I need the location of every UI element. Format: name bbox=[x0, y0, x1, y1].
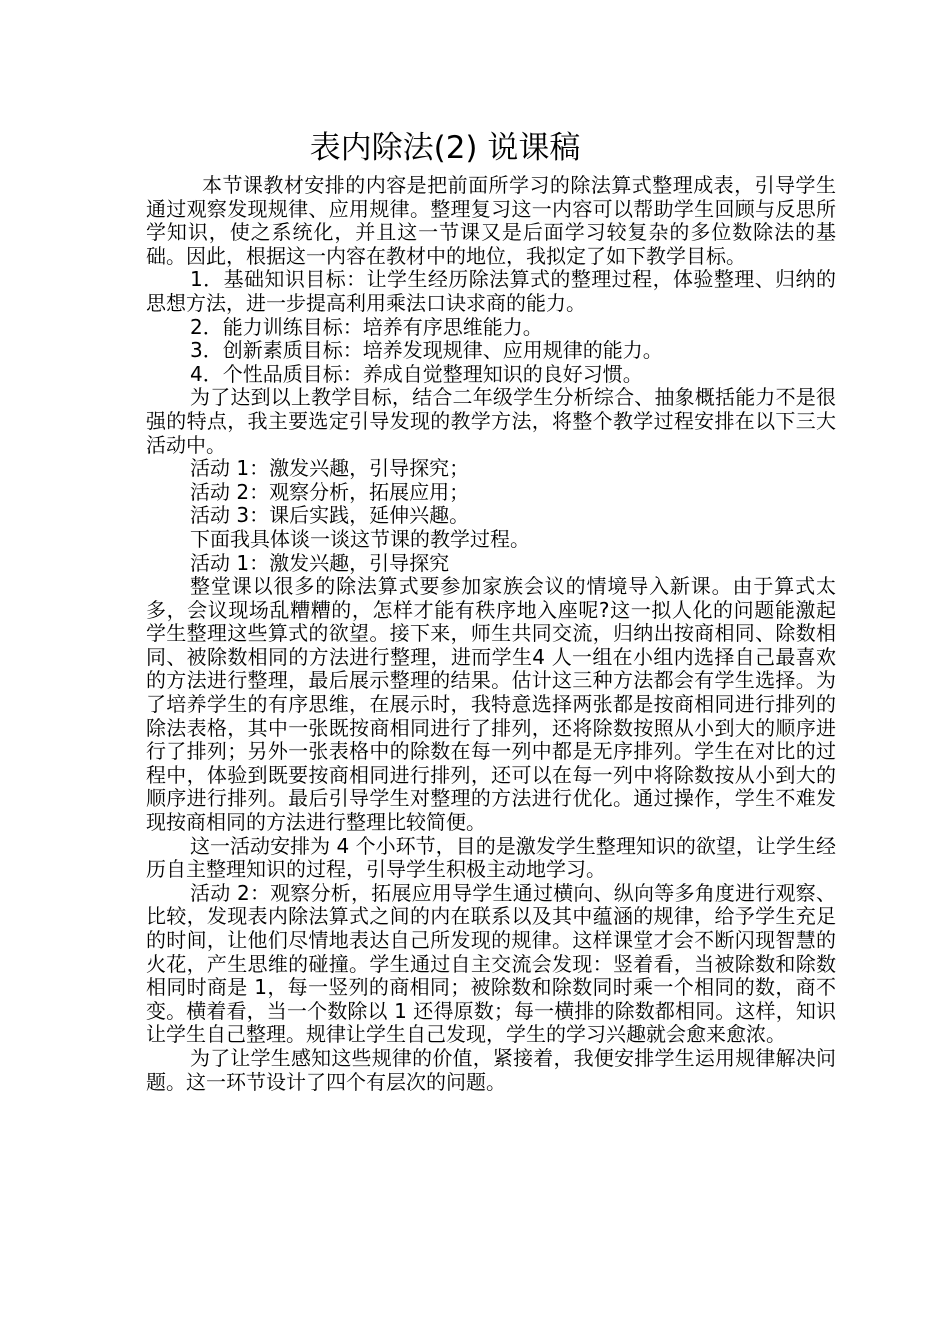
paragraph-method: 为了达到以上教学目标，结合二年级学生分析综合、抽象概括能力不是很强的特点，我主要选定引导发现的教学方法，将整个教学过程安排在以下三大活动中。 bbox=[146, 385, 836, 457]
document-body bbox=[146, 174, 836, 1094]
paragraph-goal-3: 3．创新素质目标：培养发现规律、应用规律的能力。 bbox=[190, 338, 663, 363]
document-title: 表内除法(2) 说课稿 bbox=[309, 130, 581, 166]
paragraph-intro: 本节课教材安排的内容是把前面所学习的除法算式整理成表，引导学生通过观察发现规律、应用规律。整理复习这一内容可以帮助学生回顾与反思所学知识，使之系统化，并且这一节课又是后面学习较复杂的多位数除法的基础。因此，根据这一内容在教材中的地位，我拟定了如下教学目标。 bbox=[146, 173, 836, 268]
paragraph-activity-1-summary: 这一活动安排为 4 个小环节，目的是激发学生整理知识的欲望，让学生经历自主整理知识的过程，引导学生积极主动地学习。 bbox=[146, 833, 836, 882]
paragraph-activity-1-body: 整堂课以很多的除法算式要参加家族会议的情境导入新课。由于算式太多，会议现场乱糟糟的，怎样才能有秩序地入座呢?这一拟人化的问题能激起学生整理这些算式的欲望。接下来，师生共同交流，归纳出按商相同、除数相同、被除数相同的方法进行整理，进而学生4 人一组在小组内选择自己最喜欢的方法进行整理，最后展示整理的结果。估计这三种方法都会有学生选择。为了培养学生的有序思维，在展示时，我特意选择两张都是按商相同进行排列的除法表格，其中一张既按商相同进行了排列，还将除数按照从小到大的顺序进行了排列；另外一张表格中的除数在每一列中都是无序排列。学生在对比的过程中，体验到既要按商相同进行排列，还可以在每一列中将除数按从小到大的顺序进行排列。最后引导学生对整理的方法进行优化。通过操作，学生不难发现按商相同的方法进行整理比较简便。 bbox=[146, 574, 836, 835]
paragraph-goal-2: 2．能力训练目标：培养有序思维能力。 bbox=[190, 314, 543, 339]
paragraph-activity-1-list: 活动 1：激发兴趣，引导探究； bbox=[190, 456, 470, 481]
paragraph-closing: 为了让学生感知这些规律的价值，紧接着，我便安排学生运用规律解决问题。这一环节设计了四个有层次的问题。 bbox=[146, 1045, 836, 1094]
paragraph-goal-1: 1．基础知识目标：让学生经历除法算式的整理过程，体验整理、归纳的思想方法，进一步提高利用乘法口诀求商的能力。 bbox=[146, 267, 836, 315]
paragraph-goal-4: 4．个性品质目标：养成自觉整理知识的良好习惯。 bbox=[190, 361, 643, 386]
paragraph-process-intro: 下面我具体谈一谈这节课的教学过程。 bbox=[190, 526, 530, 551]
paragraph-activity-2-body: 活动 2：观察分析，拓展应用导学生通过横向、纵向等多角度进行观察、比较，发现表内除法算式之间的内在联系以及其中蕴涵的规律，给予学生充足的时间，让他们尽情地表达自己所发现的规律。这样课堂才会不断闪现智慧的火花，产生思维的碰撞。学生通过自主交流会发现：竖着看，当被除数和除数相同时商是 1，每一竖列的商相同；被除数和除数同时乘一个相同的数，商不变。横着看，当一个数除以 1 还得原数；每一横排的除数都相同。这样，知识让学生自己整理。规律让学生自己发现，学生的学习兴趣就会愈来愈浓。 bbox=[146, 880, 836, 1047]
paragraph-activity-3-list: 活动 3：课后实践，延伸兴趣。 bbox=[190, 503, 470, 528]
paragraph-activity-1-heading: 活动 1：激发兴趣，引导探究 bbox=[190, 550, 450, 575]
paragraph-activity-2-list: 活动 2：观察分析，拓展应用； bbox=[190, 479, 470, 504]
